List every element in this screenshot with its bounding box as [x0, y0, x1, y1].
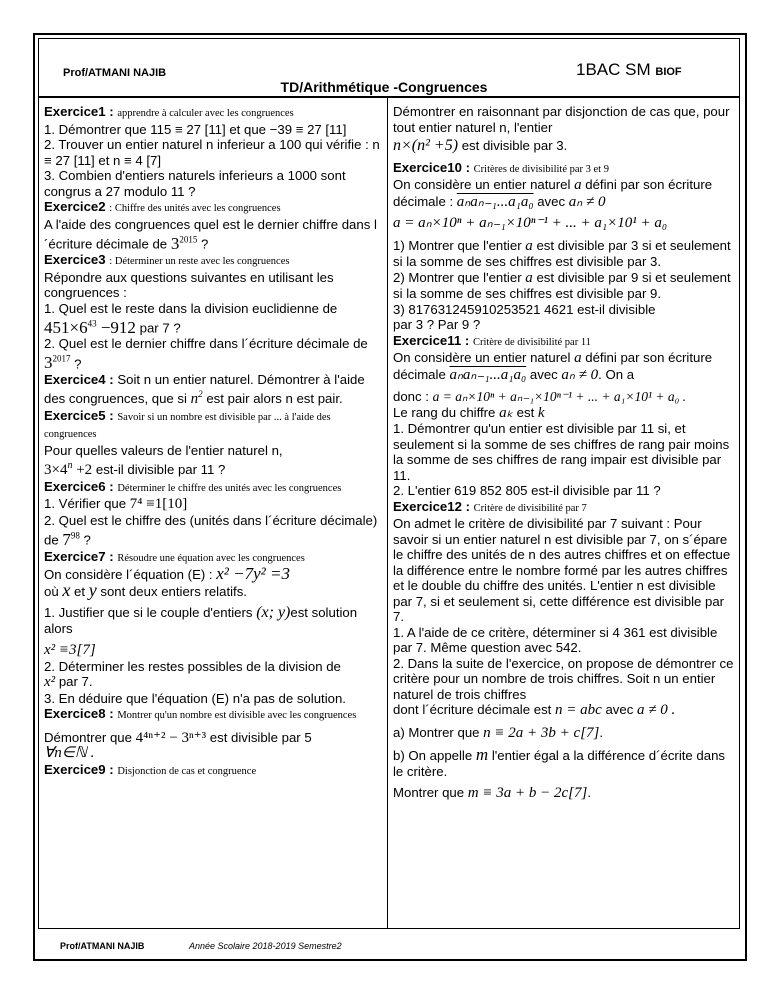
question-text: 2. Dans la suite de l'exercice, on propose de démontrer ce critère pour un nombre de trois chiffres. Soit n un entier naturel de trois chiffres [393, 655, 734, 702]
text: dont l´écriture décimale est [393, 702, 552, 717]
math: m ≡ 3a + b − 2c[7] [467, 785, 588, 801]
question-text: Pour quelles valeurs de l'entier naturel n, [44, 442, 283, 458]
exercise-3 [44, 252, 384, 270]
text: 2) Montrer que l'entier [393, 269, 522, 285]
question-text [44, 336, 384, 372]
math: aₙaₙ₋₁...a₁a₀ [449, 366, 527, 383]
exercise-title: Exercice12 : [393, 498, 470, 514]
math-part: 3×4 [44, 462, 68, 479]
text: 2. Quel est le dernier chiffre dans l´écriture décimale de [44, 336, 368, 352]
left-column [44, 104, 384, 779]
text: avec [529, 366, 558, 382]
math-exp: 98 [70, 530, 80, 541]
text: Soit n un entier naturel. Démontrer à l'aide des congruences, que si [44, 371, 365, 407]
text: et [74, 583, 86, 599]
math: a [525, 237, 533, 254]
math: n = abc [555, 702, 602, 718]
text: l'entier égal a la différence d´écrite dans le critère. [393, 748, 726, 779]
math-part: 451×6 [44, 317, 88, 337]
question-text [393, 725, 735, 742]
text: sont deux entiers relatifs. [100, 583, 247, 599]
question-text [393, 747, 735, 779]
math-exp: n [67, 460, 73, 472]
text: avec [537, 193, 566, 209]
text: . On a [598, 366, 635, 382]
question-text [393, 389, 735, 405]
exercise-title: Exercice4 : [44, 371, 114, 387]
question-text [393, 350, 735, 383]
text: avec [605, 702, 634, 717]
question-text: On admet le critère de divisibilité par 7 suivant : Pour savoir si un entier naturel n est divisible par 7, on s´épare le chiffre des unités de n des autres chiffres et on effectue la différence entre le nombre formé par les autres chiffres et le double du chiffre des unités. L'entier n est divisible par 7, si et seulement si, cette différence est divisible par 7. [393, 516, 731, 624]
question-text [44, 730, 384, 747]
text: où [44, 583, 59, 599]
math: (x; y) [256, 604, 291, 622]
math: aₙ ≠ 0 [568, 193, 606, 210]
text: 2. Quel est le chiffre des (unités dans l´écriture décimale) de [44, 512, 378, 549]
question-text [44, 674, 384, 691]
math: a ≠ 0 . [636, 702, 676, 718]
question-text: 2. L'entier 619 852 805 est-il divisible par 11 ? [393, 483, 661, 498]
right-column [393, 104, 735, 802]
exercise-subtitle: : Chiffre des unités avec les congruences [109, 203, 281, 214]
math: n×(n² +5) [393, 137, 459, 154]
exercise-title: Exercice11 : [393, 332, 470, 348]
text: est divisible par 5 [209, 729, 312, 745]
question-text: par 3 ? Par 9 ? [393, 317, 481, 332]
class-name: 1BAC SM [576, 60, 651, 79]
math [62, 530, 80, 549]
math: x² −7y² =3 [216, 564, 290, 584]
exercise-2 [44, 199, 384, 217]
exercise-10 [393, 160, 735, 178]
text: 1) Montrer que l'entier [393, 237, 522, 253]
question-text [44, 217, 384, 253]
math-exp: 43 [87, 318, 97, 329]
question-text [393, 702, 735, 719]
text: . [587, 785, 591, 800]
math-base: 3 [170, 233, 180, 253]
exercise-title: Exercice7 : [44, 548, 114, 564]
exercise-title: Exercice9 : [44, 761, 114, 777]
math: a [525, 269, 533, 286]
math: n ≡ 2a + 3b + c[7] [483, 724, 600, 741]
exercise-9 [44, 762, 384, 780]
text: par 7. [58, 674, 93, 690]
text: est divisible par 3. [461, 138, 568, 153]
text: b) On appelle [393, 748, 473, 763]
exercise-subtitle: Critère de divisibilité par 7 [473, 502, 587, 514]
question-text: 3. En déduire que l'équation (E) n'a pas de solution. [44, 690, 346, 706]
text: On considère un entier naturel [393, 350, 571, 365]
question-text: 3. Combien d'entiers naturels inferieurs a 1000 sont congrus a 27 modulo 11 ? [44, 168, 346, 199]
math-formula: a = aₙ×10ⁿ + aₙ₋₁×10ⁿ⁻¹ + ... + a₁×10¹ + a₀ [393, 215, 668, 231]
question-text [393, 270, 735, 302]
math: a [574, 177, 582, 193]
math [171, 234, 198, 253]
question-text: 1. Démontrer qu'un entier est divisible par 11 si, et seulement si la somme de ses chiffres de rang pair moins la somme de ses chiffres de rang impair est divisible par 11. [393, 421, 730, 483]
question-text [44, 642, 384, 659]
question-text [393, 177, 735, 210]
text: est pair alors n est pair. [206, 391, 343, 407]
question-text: 2. Trouver un entier naturel n inferieur a 100 qui vérifie : n ≡ 27 [11] et n ≡ 4 [7] [44, 137, 380, 168]
math-formula: a = aₙ×10ⁿ + aₙ₋₁×10ⁿ⁻¹ + ... + a₁×10¹ + a₀ . [432, 389, 687, 404]
math-exp: 2017 [52, 353, 71, 364]
page-title: TD/Arithmétique -Congruences [280, 79, 488, 95]
exercise-title: Exercice5 : [44, 407, 114, 423]
text: est-il divisible par 11 ? [95, 462, 226, 478]
footer-author: Prof/ATMANI NAJIB [60, 941, 145, 951]
exercise-title: Exercice1 : [44, 104, 114, 119]
exercise-title: Exercice6 : [44, 478, 114, 494]
exercise-1 [44, 104, 384, 122]
exercise-subtitle: Critères de divisibilité par 3 et 9 [473, 163, 609, 175]
text: défini par son écriture décimale [393, 350, 713, 382]
math-base: 7 [62, 530, 71, 550]
text: est [516, 404, 535, 420]
exercise-subtitle: Disjonction de cas et congruence [117, 765, 257, 777]
text: est divisible par 3 si et seulement si la somme de ses chiffres est divisible par 3. [393, 237, 731, 269]
text: est solution alors [44, 605, 358, 636]
question-text: Démontrer en raisonnant par disjonction de cas que, pour tout entier naturel n, l'entier [393, 104, 730, 135]
text: a) Montrer que [393, 724, 480, 740]
math: aₙ ≠ 0 [561, 366, 599, 383]
exercise-6 [44, 479, 384, 497]
question-text [44, 496, 384, 513]
question-text [393, 785, 735, 802]
question-text [44, 513, 384, 549]
question-text [393, 405, 735, 422]
math: x [62, 579, 71, 600]
math-part: −912 [96, 317, 136, 337]
exercise-title: Exercice8 : [44, 706, 114, 722]
math: x² ≡3[7] [44, 642, 96, 659]
math: y [88, 579, 97, 600]
exercise-subtitle: Savoir si un nombre est divisible par ... à l'aide des congruences [44, 411, 331, 441]
exercise-title: Exercice2 [44, 199, 106, 214]
column-divider [387, 97, 388, 929]
math [44, 318, 136, 337]
text: 1. Quel est le reste dans la division euclidienne de [44, 300, 338, 316]
exercise-subtitle: : Déterminer un reste avec les congruences [109, 256, 290, 268]
math-base: n [190, 391, 199, 408]
text: ? [83, 533, 91, 549]
text: défini par son écriture décimale : [393, 177, 713, 209]
math-exp: 2 [198, 389, 203, 400]
math: aₙaₙ₋₁...a₁a₀ [456, 193, 534, 210]
question-text: 1. A l'aide de ce critère, déterminer si 4 361 est divisible par 7. Même question avec 542. [393, 624, 718, 655]
text: On considère un entier naturel [393, 177, 571, 192]
text: donc : [393, 389, 429, 404]
math [44, 462, 92, 478]
footer-year: Année Scolaire 2018-2019 Semestre2 [189, 941, 342, 951]
question-text [44, 579, 384, 600]
question-text [44, 458, 384, 479]
class-suffix: BIOF [655, 66, 682, 78]
text: Montrer que [393, 785, 465, 800]
math-exp: 2015 [179, 234, 198, 244]
text: 1. Vérifier que [44, 496, 127, 512]
question-text: 1. Démontrer que 115 ≡ 27 [11] et que −39 ≡ 27 [11] [44, 121, 347, 137]
question-text: 3) 817631245910253521 4621 est-il divisible [393, 301, 656, 317]
math: x² [44, 674, 56, 691]
exercise-5 [44, 408, 384, 443]
math [191, 391, 203, 407]
exercise-subtitle: Résoudre une équation avec les congruences [117, 552, 305, 564]
math: a [574, 350, 582, 366]
text: ? [74, 356, 82, 372]
math: 7⁴ ≡1[10] [129, 496, 188, 513]
exercise-title: Exercice3 [44, 252, 106, 268]
question-text: Répondre aux questions suivantes en utilisant les congruences : [44, 269, 334, 301]
exercise-subtitle: apprendre à calculer avec les congruences [117, 108, 294, 119]
exercise-subtitle: Déterminer le chiffre des unités avec les congruences [117, 482, 342, 494]
question-text: 2. Déterminer les restes possibles de la division de [44, 658, 341, 674]
exercise-4 [44, 372, 384, 408]
math: 4⁴ⁿ⁺² − 3ⁿ⁺³ [135, 729, 207, 746]
question-text [393, 138, 735, 154]
text: . [599, 724, 604, 740]
exercise-subtitle: Critère de divisibilité par 11 [472, 336, 591, 348]
text: 1. Justifier que si le couple d'entiers [44, 605, 253, 621]
math-part: +2 [72, 462, 93, 479]
exercise-title: Exercice10 : [393, 159, 470, 175]
question-text [393, 238, 735, 270]
exercise-12 [393, 499, 735, 517]
math: aₖ [499, 404, 513, 421]
header-class [576, 60, 682, 80]
exercise-7 [44, 549, 384, 567]
header-author: Prof/ATMANI NAJIB [63, 67, 167, 79]
exercise-8 [44, 706, 384, 724]
math: m [475, 745, 489, 764]
text: Démontrer que [44, 729, 132, 745]
math-base: 3 [44, 353, 53, 373]
question-text [44, 301, 384, 337]
text: On considère l´équation (E) : [44, 567, 213, 583]
exercise-11 [393, 333, 735, 351]
math [44, 353, 71, 372]
question-text [44, 605, 384, 636]
math: ∀n∈ℕ . [44, 745, 95, 762]
text: A l'aide des congruences quel est le dernier chiffre dans l´écriture décimale de [44, 216, 377, 252]
text: Le rang du chiffre [393, 404, 496, 420]
text: ? [200, 236, 209, 252]
text: par 7 ? [139, 320, 181, 336]
text: est divisible par 9 si et seulement si la somme de ses chiffres est divisible par 9. [393, 269, 731, 301]
math: k [537, 404, 545, 421]
exercise-subtitle: Montrer qu'un nombre est divisible avec les congruences [117, 710, 357, 722]
